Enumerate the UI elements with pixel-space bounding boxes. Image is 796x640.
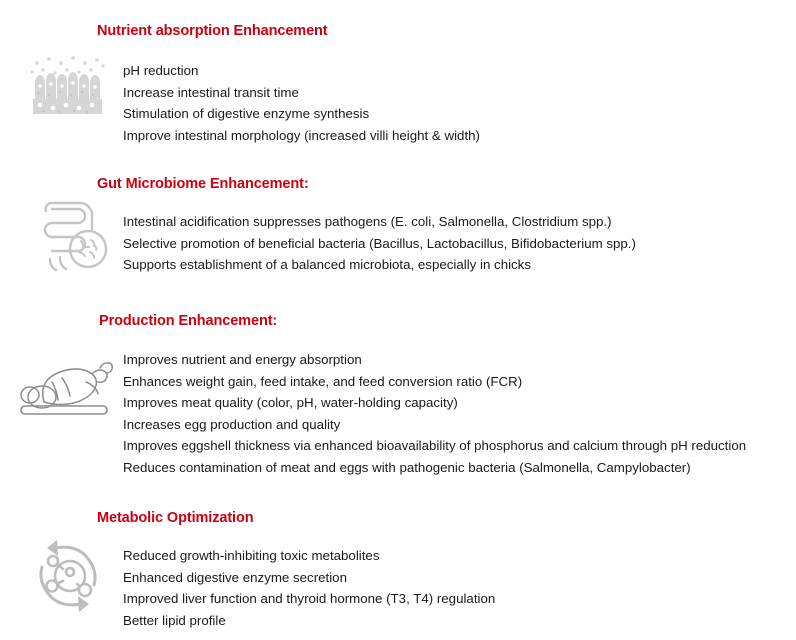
roast-chicken-icon [18, 356, 116, 422]
list-item: Improve intestinal morphology (increased villi height & width) [123, 127, 480, 143]
list-item: Reduced growth-inhibiting toxic metabolites [123, 548, 380, 563]
section-heading-gut-microbiome: Gut Microbiome Enhancement: [97, 176, 309, 192]
list-item: Selective promotion of beneficial bacteria (Bacillus, Lactobacillus, Bifidobacterium spp.) [123, 235, 636, 251]
list-item: Enhances weight gain, feed intake, and feed conversion ratio (FCR) [123, 373, 523, 389]
section-list-metabolic [123, 545, 643, 631]
list-item: Supports establishment of a balanced microbiota, especially in chicks [123, 257, 531, 272]
section-list-nutrient-absorption [123, 60, 543, 146]
list-item: Increase intestinal transit time [123, 84, 299, 100]
section-heading-metabolic: Metabolic Optimization [97, 510, 254, 526]
section-list-gut-microbiome [123, 211, 783, 276]
list-item: Improves eggshell thickness via enhanced bioavailability of phosphorus and calcium through pH reduction [123, 438, 747, 453]
list-item: Improves nutrient and energy absorption [123, 352, 362, 367]
intestinal-villi-icon [29, 55, 109, 117]
list-item: pH reduction [123, 63, 199, 78]
list-item: Improved liver function and thyroid hormone (T3, T4) regulation [123, 591, 496, 606]
list-item: Intestinal acidification suppresses pathogens (E. coli, Salmonella, Clostridium spp.) [123, 214, 612, 229]
metabolism-cycle-icon [26, 534, 110, 618]
section-heading-production: Production Enhancement: [99, 313, 278, 329]
list-item: Increases egg production and quality [123, 416, 341, 432]
list-item: Stimulation of digestive enzyme synthesis [123, 106, 370, 121]
intestine-bacteria-icon [36, 197, 112, 275]
section-list-production [123, 349, 788, 478]
list-item: Better lipid profile [123, 612, 226, 628]
list-item: Reduces contamination of meat and eggs with pathogenic bacteria (Salmonella, Campylobacter) [123, 459, 691, 475]
section-heading-nutrient-absorption: Nutrient absorption Enhancement [97, 23, 328, 39]
list-item: Improves meat quality (color, pH, water-holding capacity) [123, 395, 458, 410]
list-item: Enhanced digestive enzyme secretion [123, 569, 347, 585]
